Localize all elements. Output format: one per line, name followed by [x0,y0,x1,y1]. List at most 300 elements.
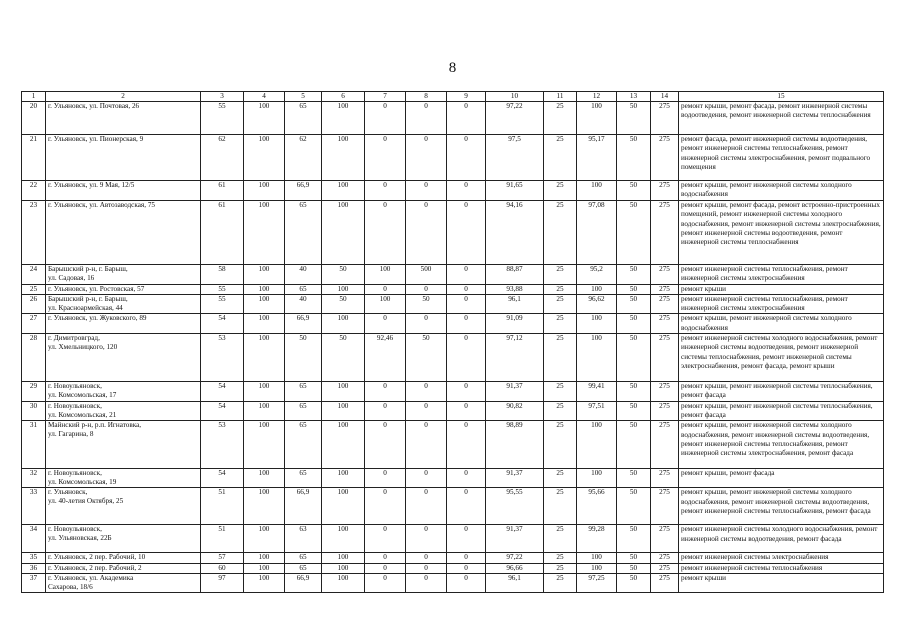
value-cell: 50 [617,382,651,402]
value-cell: 0 [447,334,486,382]
value-cell: 20 [22,102,46,135]
data-table [21,91,884,593]
header-row [22,92,884,102]
column-header: 3 [201,92,244,102]
value-cell: 65 [285,284,322,294]
value-cell: 50 [617,294,651,314]
value-cell: 50 [617,401,651,421]
value-cell: 0 [447,401,486,421]
address-cell: г. Ульяновск, ул. Ростовская, 57 [46,284,201,294]
value-cell: 0 [447,563,486,573]
value-cell: 100 [322,469,365,488]
value-cell: 25 [544,314,577,334]
value-cell: 33 [22,488,46,525]
table-row [22,265,884,285]
value-cell: 50 [617,201,651,265]
value-cell: 0 [447,488,486,525]
value-cell: 0 [365,563,406,573]
value-cell: 0 [406,525,447,553]
value-cell: 0 [447,201,486,265]
table-row [22,401,884,421]
value-cell: 25 [544,201,577,265]
value-cell: 275 [651,525,679,553]
value-cell: 97,5 [486,135,544,181]
table-row [22,181,884,201]
value-cell: 50 [322,334,365,382]
value-cell: 60 [201,563,244,573]
value-cell: 100 [322,201,365,265]
value-cell: 65 [285,102,322,135]
works-cell: ремонт инженерной системы электроснабжения [679,553,884,563]
value-cell: 91,37 [486,525,544,553]
value-cell: 25 [544,563,577,573]
address-cell: Барышский р-н, г. Барыш, ул. Садовая, 16 [46,265,201,285]
value-cell: 91,09 [486,314,544,334]
value-cell: 0 [365,421,406,469]
column-header: 12 [577,92,617,102]
value-cell: 21 [22,135,46,181]
value-cell: 50 [617,284,651,294]
value-cell: 100 [322,421,365,469]
column-header: 4 [244,92,285,102]
value-cell: 25 [544,553,577,563]
value-cell: 65 [285,563,322,573]
table-row [22,135,884,181]
value-cell: 0 [365,284,406,294]
table-row [22,573,884,592]
value-cell: 26 [22,294,46,314]
value-cell: 275 [651,102,679,135]
value-cell: 25 [544,334,577,382]
value-cell: 275 [651,573,679,592]
value-cell: 97 [201,573,244,592]
value-cell: 53 [201,334,244,382]
column-header: 9 [447,92,486,102]
value-cell: 95,17 [577,135,617,181]
value-cell: 92,46 [365,334,406,382]
address-cell: Барышский р-н, г. Барыш, ул. Красноармейская, 44 [46,294,201,314]
value-cell: 100 [577,102,617,135]
value-cell: 100 [244,525,285,553]
value-cell: 100 [244,135,285,181]
works-cell: ремонт крыши, ремонт фасада, ремонт инженерной системы водоотведения, ремонт инженерной системы теплоснабжения [679,102,884,135]
address-cell: г. Ульяновск, ул. Жуковского, 89 [46,314,201,334]
value-cell: 100 [244,401,285,421]
value-cell: 25 [544,284,577,294]
value-cell: 100 [322,102,365,135]
table-row [22,382,884,402]
value-cell: 0 [406,102,447,135]
value-cell: 0 [447,314,486,334]
value-cell: 88,87 [486,265,544,285]
value-cell: 99,41 [577,382,617,402]
value-cell: 50 [617,553,651,563]
value-cell: 51 [201,488,244,525]
value-cell: 0 [365,102,406,135]
works-cell: ремонт инженерной системы холодного водоснабжения, ремонт инженерной системы водоотведения, ремонт инженерной системы теплоснабжения, ремонт инженерной системы электроснабжения, ремонт фасада, ремонт крыши [679,334,884,382]
value-cell: 62 [285,135,322,181]
value-cell: 100 [244,563,285,573]
value-cell: 97,22 [486,553,544,563]
value-cell: 275 [651,382,679,402]
value-cell: 100 [244,314,285,334]
value-cell: 0 [406,181,447,201]
value-cell: 275 [651,201,679,265]
value-cell: 95,2 [577,265,617,285]
value-cell: 0 [447,525,486,553]
value-cell: 28 [22,334,46,382]
column-header: 1 [22,92,46,102]
value-cell: 25 [544,135,577,181]
value-cell: 0 [406,401,447,421]
value-cell: 100 [322,573,365,592]
value-cell: 100 [322,135,365,181]
value-cell: 100 [244,265,285,285]
table-row [22,563,884,573]
works-cell: ремонт крыши, ремонт инженерной системы холодного водоснабжения, ремонт инженерной системы водоотведения, ремонт инженерной системы теплоснабжения, ремонт фасада [679,488,884,525]
value-cell: 0 [365,525,406,553]
works-cell: ремонт инженерной системы холодного водоснабжения, ремонт инженерной системы водоотведения, ремонт фасада [679,525,884,553]
column-header: 14 [651,92,679,102]
value-cell: 31 [22,421,46,469]
value-cell: 95,66 [577,488,617,525]
works-cell: ремонт крыши [679,573,884,592]
value-cell: 275 [651,421,679,469]
value-cell: 275 [651,181,679,201]
value-cell: 0 [447,573,486,592]
value-cell: 25 [544,401,577,421]
value-cell: 50 [617,334,651,382]
table-row [22,334,884,382]
address-cell: г. Новоульяновск, ул. Комсомольская, 19 [46,469,201,488]
works-cell: ремонт крыши, ремонт инженерной системы теплоснабжения, ремонт фасада [679,382,884,402]
works-cell: ремонт крыши, ремонт инженерной системы холодного водоснабжения [679,181,884,201]
value-cell: 25 [544,181,577,201]
value-cell: 50 [322,294,365,314]
table-row [22,294,884,314]
address-cell: Майнский р-н, р.п. Игнатовка, ул. Гагарина, 8 [46,421,201,469]
value-cell: 90,82 [486,401,544,421]
value-cell: 100 [244,201,285,265]
address-cell: г. Ульяновск, ул. Академика Сахарова, 18/6 [46,573,201,592]
value-cell: 25 [544,525,577,553]
value-cell: 100 [322,563,365,573]
value-cell: 50 [406,294,447,314]
value-cell: 0 [447,135,486,181]
address-cell: г. Ульяновск, 2 пер. Рабочий, 10 [46,553,201,563]
value-cell: 25 [22,284,46,294]
value-cell: 275 [651,265,679,285]
value-cell: 40 [285,294,322,314]
value-cell: 65 [285,469,322,488]
value-cell: 100 [244,334,285,382]
value-cell: 100 [244,488,285,525]
column-header: 8 [406,92,447,102]
value-cell: 100 [577,563,617,573]
value-cell: 98,89 [486,421,544,469]
value-cell: 0 [447,181,486,201]
value-cell: 54 [201,469,244,488]
table-row [22,553,884,563]
value-cell: 97,12 [486,334,544,382]
value-cell: 22 [22,181,46,201]
value-cell: 55 [201,102,244,135]
value-cell: 93,88 [486,284,544,294]
value-cell: 50 [617,573,651,592]
value-cell: 27 [22,314,46,334]
value-cell: 37 [22,573,46,592]
works-cell: ремонт крыши, ремонт инженерной системы холодного водоснабжения [679,314,884,334]
value-cell: 65 [285,382,322,402]
value-cell: 100 [244,553,285,563]
value-cell: 100 [322,382,365,402]
value-cell: 0 [447,382,486,402]
value-cell: 0 [406,573,447,592]
value-cell: 54 [201,314,244,334]
address-cell: г. Новоульяновск, ул. Комсомольская, 17 [46,382,201,402]
value-cell: 100 [322,284,365,294]
value-cell: 40 [285,265,322,285]
value-cell: 66,9 [285,573,322,592]
address-cell: г. Ульяновск, ул. 40-летия Октября, 25 [46,488,201,525]
value-cell: 100 [365,265,406,285]
value-cell: 275 [651,553,679,563]
address-cell: г. Ульяновск, 2 пер. Рабочий, 2 [46,563,201,573]
table-row [22,469,884,488]
works-cell: ремонт инженерной системы теплоснабжения, ремонт инженерной системы электроснабжения [679,294,884,314]
value-cell: 65 [285,401,322,421]
value-cell: 50 [617,181,651,201]
value-cell: 63 [285,525,322,553]
value-cell: 58 [201,265,244,285]
page-number: 8 [448,60,457,76]
value-cell: 100 [577,469,617,488]
value-cell: 25 [544,102,577,135]
value-cell: 0 [406,284,447,294]
value-cell: 275 [651,314,679,334]
value-cell: 275 [651,135,679,181]
value-cell: 100 [244,382,285,402]
table-row [22,201,884,265]
value-cell: 0 [447,265,486,285]
value-cell: 0 [447,284,486,294]
value-cell: 50 [406,334,447,382]
value-cell: 0 [365,488,406,525]
value-cell: 50 [617,102,651,135]
value-cell: 0 [406,135,447,181]
address-cell: г. Ульяновск, ул. Автозаводская, 75 [46,201,201,265]
value-cell: 50 [617,135,651,181]
value-cell: 100 [577,421,617,469]
value-cell: 100 [322,314,365,334]
value-cell: 100 [577,553,617,563]
value-cell: 100 [244,421,285,469]
works-cell: ремонт крыши, ремонт фасада, ремонт встроенно-пристроенных помещений, ремонт инженерной системы холодного водоснабжения, ремонт инженерной системы электроснабжения, ремонт инженерной системы водоотведения, ремонт инженерной системы теплоснабжения [679,201,884,265]
value-cell: 275 [651,469,679,488]
table-row [22,525,884,553]
column-header: 2 [46,92,201,102]
works-cell: ремонт инженерной системы теплоснабжения, ремонт инженерной системы электроснабжения [679,265,884,285]
value-cell: 500 [406,265,447,285]
table-row [22,284,884,294]
column-header: 5 [285,92,322,102]
value-cell: 0 [406,469,447,488]
value-cell: 91,37 [486,382,544,402]
value-cell: 54 [201,401,244,421]
value-cell: 100 [244,102,285,135]
column-header: 7 [365,92,406,102]
value-cell: 0 [365,135,406,181]
works-cell: ремонт крыши, ремонт инженерной системы холодного водоснабжения, ремонт инженерной системы водоотведения, ремонт инженерной системы теплоснабжения, ремонт инженерной системы электроснабжения, ремонт фасада [679,421,884,469]
value-cell: 29 [22,382,46,402]
value-cell: 62 [201,135,244,181]
value-cell: 0 [406,488,447,525]
value-cell: 61 [201,181,244,201]
value-cell: 0 [365,382,406,402]
value-cell: 50 [617,469,651,488]
value-cell: 97,22 [486,102,544,135]
value-cell: 50 [617,563,651,573]
value-cell: 100 [322,181,365,201]
value-cell: 25 [544,488,577,525]
column-header: 11 [544,92,577,102]
value-cell: 54 [201,382,244,402]
value-cell: 0 [365,469,406,488]
address-cell: г. Димитровград, ул. Хмельницкого, 120 [46,334,201,382]
value-cell: 0 [406,421,447,469]
column-header: 15 [679,92,884,102]
value-cell: 51 [201,525,244,553]
column-header: 10 [486,92,544,102]
value-cell: 66,9 [285,181,322,201]
value-cell: 97,25 [577,573,617,592]
value-cell: 96,62 [577,294,617,314]
value-cell: 65 [285,201,322,265]
value-cell: 61 [201,201,244,265]
value-cell: 91,65 [486,181,544,201]
value-cell: 53 [201,421,244,469]
value-cell: 25 [544,294,577,314]
value-cell: 95,55 [486,488,544,525]
works-cell: ремонт крыши, ремонт фасада [679,469,884,488]
value-cell: 275 [651,488,679,525]
value-cell: 275 [651,284,679,294]
value-cell: 0 [447,294,486,314]
value-cell: 100 [244,284,285,294]
value-cell: 275 [651,401,679,421]
value-cell: 0 [365,201,406,265]
works-cell: ремонт фасада, ремонт инженерной системы водоотведения, ремонт инженерной системы теплоснабжения, ремонт инженерной системы электроснабжения, ремонт подвального помещения [679,135,884,181]
value-cell: 0 [365,573,406,592]
value-cell: 100 [322,401,365,421]
value-cell: 50 [617,488,651,525]
value-cell: 30 [22,401,46,421]
table-row [22,421,884,469]
value-cell: 57 [201,553,244,563]
value-cell: 100 [322,553,365,563]
value-cell: 23 [22,201,46,265]
works-cell: ремонт крыши, ремонт инженерной системы теплоснабжения, ремонт фасада [679,401,884,421]
value-cell: 97,08 [577,201,617,265]
value-cell: 50 [322,265,365,285]
value-cell: 0 [447,102,486,135]
value-cell: 24 [22,265,46,285]
address-cell: г. Новоульяновск, ул. Комсомольская, 21 [46,401,201,421]
address-cell: г. Ульяновск, ул. 9 Мая, 12/5 [46,181,201,201]
value-cell: 94,16 [486,201,544,265]
value-cell: 65 [285,553,322,563]
value-cell: 55 [201,284,244,294]
value-cell: 35 [22,553,46,563]
value-cell: 66,9 [285,314,322,334]
column-header: 13 [617,92,651,102]
value-cell: 65 [285,421,322,469]
value-cell: 96,1 [486,294,544,314]
value-cell: 25 [544,573,577,592]
works-cell: ремонт крыши [679,284,884,294]
value-cell: 50 [285,334,322,382]
value-cell: 0 [406,563,447,573]
value-cell: 275 [651,563,679,573]
value-cell: 100 [577,284,617,294]
table-row [22,314,884,334]
value-cell: 0 [365,553,406,563]
value-cell: 91,37 [486,469,544,488]
value-cell: 0 [406,553,447,563]
value-cell: 275 [651,334,679,382]
value-cell: 25 [544,469,577,488]
table-row [22,102,884,135]
value-cell: 0 [447,469,486,488]
value-cell: 32 [22,469,46,488]
address-cell: г. Ульяновск, ул. Пионерская, 9 [46,135,201,181]
value-cell: 50 [617,314,651,334]
value-cell: 0 [365,181,406,201]
value-cell: 99,28 [577,525,617,553]
value-cell: 36 [22,563,46,573]
value-cell: 0 [406,382,447,402]
value-cell: 34 [22,525,46,553]
address-cell: г. Ульяновск, ул. Почтовая, 26 [46,102,201,135]
value-cell: 100 [577,334,617,382]
value-cell: 50 [617,525,651,553]
value-cell: 0 [365,314,406,334]
value-cell: 25 [544,382,577,402]
value-cell: 0 [406,201,447,265]
value-cell: 100 [577,314,617,334]
value-cell: 100 [322,488,365,525]
value-cell: 275 [651,294,679,314]
value-cell: 0 [365,401,406,421]
value-cell: 96,66 [486,563,544,573]
value-cell: 0 [447,421,486,469]
value-cell: 55 [201,294,244,314]
column-header: 6 [322,92,365,102]
works-cell: ремонт инженерной системы теплоснабжения [679,563,884,573]
value-cell: 100 [244,573,285,592]
value-cell: 100 [365,294,406,314]
value-cell: 0 [406,314,447,334]
address-cell: г. Новоульяновск, ул. Ульяновская, 22Б [46,525,201,553]
table-row [22,488,884,525]
value-cell: 66,9 [285,488,322,525]
value-cell: 97,51 [577,401,617,421]
value-cell: 100 [244,181,285,201]
value-cell: 50 [617,421,651,469]
value-cell: 0 [447,553,486,563]
value-cell: 50 [617,265,651,285]
value-cell: 100 [244,469,285,488]
